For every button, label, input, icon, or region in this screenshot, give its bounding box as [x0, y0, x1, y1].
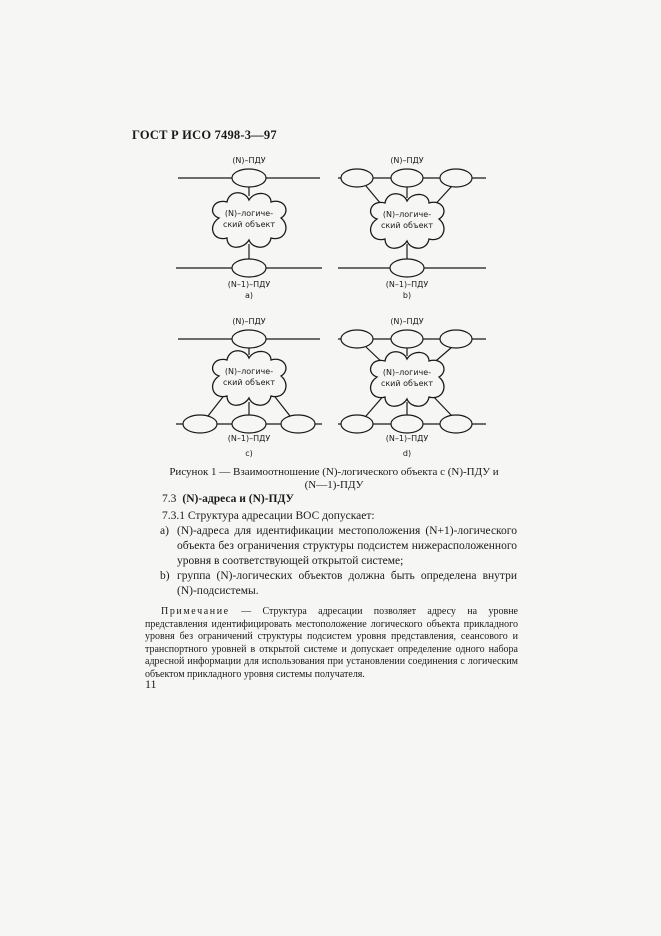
- panel-a-entity-line1: (N)–логиче-: [224, 209, 274, 218]
- panel-d-top-label: (N)–ПДУ: [390, 317, 424, 326]
- panel-b: [338, 156, 486, 300]
- panel-c-entity-line1: (N)–логиче-: [224, 367, 274, 376]
- panel-c-bottom-label: (N–1)–ПДУ: [227, 434, 271, 443]
- note-label: Примечание: [161, 606, 230, 617]
- section-heading: [162, 493, 294, 505]
- list-item-label: b): [160, 570, 170, 582]
- panel-a-bottom-label: (N–1)–ПДУ: [227, 280, 271, 289]
- list-item: [160, 569, 518, 599]
- section-title: (N)-адреса и (N)-ПДУ: [182, 493, 294, 505]
- panel-d-entity-line1: (N)–логиче-: [382, 368, 432, 377]
- standard-header: ГОСТ Р ИСО 7498-3—97: [132, 128, 277, 142]
- figure-caption: [150, 466, 518, 492]
- page-number: 11: [145, 677, 157, 691]
- note-text: — Структура адресации позволяет адресу на уровне представления идентифицировать местоположение логического объекта прикладного уровня без ограничений структуры подсистем уровня представления, сеансового и транспортного уровней в открытой системе и допускает определение одного набора адресной информации для использования при установлении соединения с логическим объектом прикладного уровня системы получателя.: [145, 606, 518, 680]
- paragraph-7-3-1: 7.3.1 Структура адресации ВОС допускает:: [162, 510, 375, 522]
- caption-line-2: (N—1)-ПДУ: [304, 479, 364, 491]
- panel-c-top-label: (N)–ПДУ: [232, 317, 266, 326]
- panel-d-entity-line2: ский объект: [380, 379, 434, 388]
- list-item-label: a): [160, 525, 169, 537]
- panel-d-letter: d): [402, 449, 412, 458]
- panel-c: [176, 317, 322, 458]
- section-number: 7.3: [162, 493, 177, 505]
- list-item-text: (N)-адреса для идентификации местоположения (N+1)-логического объекта без ограничения структуры подсистем нижерасположенного уровня в соответствующей открытой системе;: [177, 525, 517, 567]
- panel-a: [176, 156, 322, 300]
- panel-c-entity-line2: ский объект: [222, 378, 276, 387]
- panel-b-entity-line1: (N)–логиче-: [382, 210, 432, 219]
- panel-d-bottom-label: (N–1)–ПДУ: [385, 434, 429, 443]
- panel-a-letter: a): [244, 291, 254, 300]
- panel-b-letter: b): [402, 291, 412, 300]
- list-item-text: группа (N)-логических объектов должна быть определена внутри (N)-подсистемы.: [177, 570, 517, 597]
- panel-b-top-label: (N)–ПДУ: [390, 156, 424, 165]
- list-item: [160, 524, 518, 569]
- caption-line-1: Рисунок 1 — Взаимоотношение (N)-логического объекта с (N)-ПДУ и: [169, 466, 499, 478]
- note-block: [145, 606, 518, 682]
- panel-a-entity-line2: ский объект: [222, 220, 276, 229]
- panel-b-bottom-label: (N–1)–ПДУ: [385, 280, 429, 289]
- panel-c-letter: c): [245, 449, 253, 458]
- panel-a-top-label: (N)–ПДУ: [232, 156, 266, 165]
- panel-b-entity-line2: ский объект: [380, 221, 434, 230]
- panel-d: [338, 317, 486, 458]
